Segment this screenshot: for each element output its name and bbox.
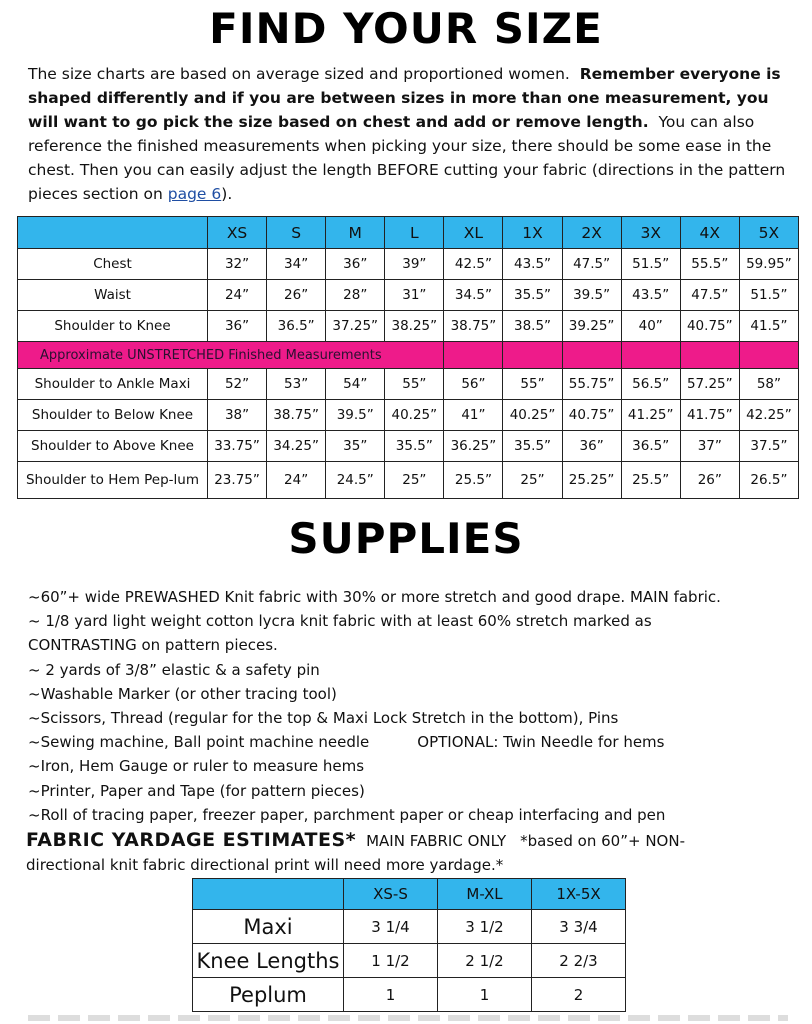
size-header-cell: 3X <box>621 217 680 249</box>
table-cell: 56.5” <box>621 369 680 400</box>
table-cell: 54” <box>326 369 385 400</box>
table-cell: 26.5” <box>739 462 798 499</box>
table-cell: 39.5” <box>326 400 385 431</box>
yardage-row-peplum <box>193 978 626 1012</box>
table-cell: 25” <box>385 462 444 499</box>
table-cell: 55” <box>503 369 562 400</box>
size-header-cell: 2X <box>562 217 621 249</box>
finished-measurements-label: Approximate UNSTRETCHED Finished Measurements <box>18 342 444 369</box>
table-cell: 55” <box>385 369 444 400</box>
banner-cell <box>621 342 680 369</box>
supply-line-sewing <box>28 730 803 754</box>
main-fabric-only: MAIN FABRIC ONLY <box>366 832 507 850</box>
table-cell: 26” <box>680 462 739 499</box>
yardage-header-cell: 1X-5X <box>532 879 626 910</box>
supply-line: CONTRASTING on pattern pieces. <box>28 636 278 655</box>
supply-line: ~Iron, Hem Gauge or ruler to measure hems <box>28 757 365 776</box>
yardage-row-label: Maxi <box>193 910 344 944</box>
yardage-cell: 2 2/3 <box>532 944 626 978</box>
table-cell: 43.5” <box>621 280 680 311</box>
yardage-row-knee-lengths <box>193 944 626 978</box>
table-cell: 41.5” <box>739 311 798 342</box>
supplies-title: SUPPLIES <box>288 514 524 563</box>
yardage-cell: 3 1/4 <box>344 910 438 944</box>
table-cell: 35.5” <box>503 431 562 462</box>
row-label: Shoulder to Above Knee <box>18 431 208 462</box>
table-cell: 39” <box>385 249 444 280</box>
table-cell: 59.95” <box>739 249 798 280</box>
size-header-cell: 5X <box>739 217 798 249</box>
yardage-cell: 3 3/4 <box>532 910 626 944</box>
intro-text-1: The size charts are based on average sized and proportioned women. <box>28 65 570 83</box>
supply-line: ~Printer, Paper and Tape (for pattern pieces) <box>28 781 365 800</box>
table-cell: 36.5” <box>621 431 680 462</box>
yardage-row-maxi <box>193 910 626 944</box>
table-cell: 55.75” <box>562 369 621 400</box>
table-cell: 34.25” <box>267 431 326 462</box>
banner-cell <box>680 342 739 369</box>
table-cell: 41.25” <box>621 400 680 431</box>
yardage-cell: 1 1/2 <box>344 944 438 978</box>
supply-line: ~Washable Marker (or other tracing tool) <box>28 684 337 703</box>
table-cell: 25” <box>503 462 562 499</box>
table-cell: 32” <box>208 249 267 280</box>
banner-cell <box>562 342 621 369</box>
table-cell: 24” <box>267 462 326 499</box>
row-label: Chest <box>18 249 208 280</box>
intro-text-2: You can also reference the finished measurements when picking your size, there should be some ease in the chest. Then you can easily adjust the length BEFORE cutting your fabric (directions in the pattern pieces section on <box>28 113 786 203</box>
table-cell: 36.5” <box>267 311 326 342</box>
table-cell: 40.25” <box>385 400 444 431</box>
table-cell: 37” <box>680 431 739 462</box>
table-cell: 40.75” <box>680 311 739 342</box>
table-cell: 36” <box>208 311 267 342</box>
row-label: Shoulder to Ankle Maxi <box>18 369 208 400</box>
table-cell: 41” <box>444 400 503 431</box>
yardage-header-corner <box>193 879 344 910</box>
table-row-shoulder-to-hem-peplum <box>18 462 799 499</box>
table-cell: 38” <box>208 400 267 431</box>
yardage-note: *based on 60”+ NON- <box>520 832 685 850</box>
table-cell: 42.5” <box>444 249 503 280</box>
table-cell: 35” <box>326 431 385 462</box>
table-cell: 40.75” <box>562 400 621 431</box>
table-cell: 56” <box>444 369 503 400</box>
row-label: Shoulder to Below Knee <box>18 400 208 431</box>
yardage-heading-block <box>26 828 806 877</box>
table-cell: 57.25” <box>680 369 739 400</box>
table-cell: 23.75” <box>208 462 267 499</box>
optional-note: OPTIONAL: Twin Needle for hems <box>417 733 665 752</box>
table-cell: 58” <box>739 369 798 400</box>
size-header-cell: L <box>385 217 444 249</box>
table-cell: 55.5” <box>680 249 739 280</box>
row-label: Waist <box>18 280 208 311</box>
table-cell: 24” <box>208 280 267 311</box>
supplies-list <box>28 585 803 827</box>
cut-off-footer-text <box>28 1015 788 1021</box>
banner-cell <box>739 342 798 369</box>
table-cell: 36.25” <box>444 431 503 462</box>
table-cell: 36” <box>562 431 621 462</box>
yardage-table <box>192 878 626 1012</box>
size-header-cell: M <box>326 217 385 249</box>
table-row-chest <box>18 249 799 280</box>
table-cell: 35.5” <box>385 431 444 462</box>
yardage-note-2: directional knit fabric directional print will need more yardage.* <box>26 856 504 874</box>
supply-line: ~ 2 yards of 3/8” elastic & a safety pin <box>28 660 320 679</box>
table-cell: 35.5” <box>503 280 562 311</box>
table-row-shoulder-to-ankle-maxi <box>18 369 799 400</box>
table-cell: 31” <box>385 280 444 311</box>
yardage-cell: 2 1/2 <box>438 944 532 978</box>
page-6-link[interactable]: page 6 <box>167 185 222 203</box>
table-cell: 25.5” <box>444 462 503 499</box>
yardage-header-cell: M-XL <box>438 879 532 910</box>
table-cell: 26” <box>267 280 326 311</box>
table-cell: 25.5” <box>621 462 680 499</box>
finished-measurements-banner <box>18 342 799 369</box>
table-row-shoulder-to-below-knee <box>18 400 799 431</box>
table-cell: 39.25” <box>562 311 621 342</box>
table-cell: 42.25” <box>739 400 798 431</box>
yardage-header-cell: XS-S <box>344 879 438 910</box>
table-cell: 24.5” <box>326 462 385 499</box>
banner-cell <box>444 342 503 369</box>
table-cell: 38.25” <box>385 311 444 342</box>
table-cell: 38.75” <box>267 400 326 431</box>
row-label: Shoulder to Hem Pep-lum <box>18 462 208 499</box>
table-cell: 39.5” <box>562 280 621 311</box>
table-row-waist <box>18 280 799 311</box>
table-cell: 43.5” <box>503 249 562 280</box>
table-cell: 36” <box>326 249 385 280</box>
yardage-header-row <box>193 879 626 910</box>
supply-line: ~Sewing machine, Ball point machine needle <box>28 733 370 752</box>
size-chart-table <box>17 216 799 499</box>
row-label: Shoulder to Knee <box>18 311 208 342</box>
table-cell: 38.75” <box>444 311 503 342</box>
supply-line: ~ 1/8 yard light weight cotton lycra knit fabric with at least 60% stretch marked as <box>28 612 652 631</box>
supply-line: ~Scissors, Thread (regular for the top & Maxi Lock Stretch in the bottom), Pins <box>28 709 619 728</box>
yardage-heading: FABRIC YARDAGE ESTIMATES* <box>26 829 357 851</box>
table-cell: 51.5” <box>739 280 798 311</box>
table-cell: 34” <box>267 249 326 280</box>
table-cell: 41.75” <box>680 400 739 431</box>
table-row-shoulder-to-above-knee <box>18 431 799 462</box>
size-header-cell: 4X <box>680 217 739 249</box>
table-cell: 53” <box>267 369 326 400</box>
banner-cell <box>503 342 562 369</box>
supply-line: ~Roll of tracing paper, freezer paper, parchment paper or cheap interfacing and pen <box>28 805 666 824</box>
yardage-row-label: Peplum <box>193 978 344 1012</box>
table-cell: 47.5” <box>680 280 739 311</box>
table-cell: 51.5” <box>621 249 680 280</box>
intro-paragraph <box>28 62 798 206</box>
yardage-cell: 1 <box>438 978 532 1012</box>
yardage-cell: 1 <box>344 978 438 1012</box>
table-cell: 34.5” <box>444 280 503 311</box>
table-row-shoulder-to-knee <box>18 311 799 342</box>
table-cell: 38.5” <box>503 311 562 342</box>
yardage-row-label: Knee Lengths <box>193 944 344 978</box>
table-cell: 52” <box>208 369 267 400</box>
yardage-cell: 3 1/2 <box>438 910 532 944</box>
size-header-row <box>18 217 799 249</box>
table-cell: 37.25” <box>326 311 385 342</box>
intro-bold-note: Remember everyone is shaped differently and if you are between sizes in more than one measurement, you will want to go pick the size based on chest and add or remove length. <box>28 65 781 131</box>
supply-line: ~60”+ wide PREWASHED Knit fabric with 30% or more stretch and good drape. MAIN fabric. <box>28 588 721 606</box>
table-cell: 37.5” <box>739 431 798 462</box>
table-cell: 33.75” <box>208 431 267 462</box>
table-cell: 40” <box>621 311 680 342</box>
yardage-cell: 2 <box>532 978 626 1012</box>
size-header-corner <box>18 217 208 249</box>
size-header-cell: XL <box>444 217 503 249</box>
intro-text-3: ). <box>221 185 233 203</box>
size-header-cell: 1X <box>503 217 562 249</box>
table-cell: 40.25” <box>503 400 562 431</box>
table-cell: 28” <box>326 280 385 311</box>
yardage-heading-line <box>26 828 806 853</box>
size-header-cell: S <box>267 217 326 249</box>
size-header-cell: XS <box>208 217 267 249</box>
table-cell: 47.5” <box>562 249 621 280</box>
table-cell: 25.25” <box>562 462 621 499</box>
page-title: FIND YOUR SIZE <box>209 4 603 53</box>
